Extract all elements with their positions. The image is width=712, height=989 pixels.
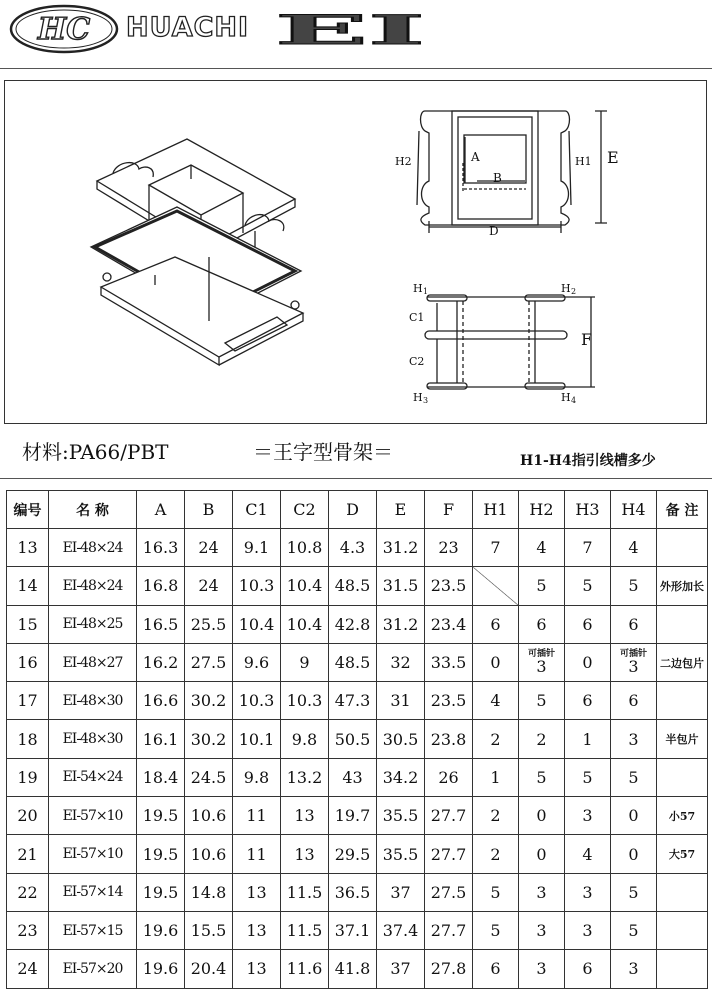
series-text: EI — [275, 12, 425, 48]
label-side-h1-sub: 1 — [423, 287, 429, 296]
slot-note: H1-H4指引线槽多少 — [520, 453, 656, 469]
cell-h1: 0 — [473, 643, 519, 681]
cell-no: 23 — [7, 911, 49, 949]
table-row — [7, 529, 708, 567]
cell-c2: 10.3 — [281, 682, 329, 720]
cell-a: 18.4 — [137, 758, 185, 796]
cell-c1: 9.6 — [233, 643, 281, 681]
cell-e: 30.5 — [377, 720, 425, 758]
cell-h3: 0 — [565, 643, 611, 681]
cell-h3: 6 — [565, 682, 611, 720]
cell-note — [657, 873, 708, 911]
cell-c2: 10.4 — [281, 567, 329, 605]
table-row — [7, 835, 708, 873]
label-side-h1: H — [413, 282, 423, 295]
cell-c1: 10.3 — [233, 682, 281, 720]
cell-f: 23.8 — [425, 720, 473, 758]
cell-c2: 11.6 — [281, 950, 329, 988]
label-d: D — [489, 224, 499, 238]
cell-d: 19.7 — [329, 797, 377, 835]
cell-h2: 3 — [519, 950, 565, 988]
cell-c1: 9.1 — [233, 529, 281, 567]
cell-name: EI-48×25 — [49, 605, 137, 643]
bobbin-drawing — [5, 81, 708, 425]
cell-f: 27.7 — [425, 835, 473, 873]
cell-h2: 3 — [519, 873, 565, 911]
cell-h4: 4 — [611, 529, 657, 567]
cell-name: EI-57×10 — [49, 835, 137, 873]
label-top-h2: H2 — [395, 155, 412, 168]
cell-e: 37 — [377, 873, 425, 911]
cell-no: 24 — [7, 950, 49, 988]
cell-h2 — [519, 643, 565, 681]
cell-e: 35.5 — [377, 835, 425, 873]
isometric-bobbin — [91, 139, 303, 365]
column-header: H3 — [565, 491, 611, 529]
cell-b: 24 — [185, 529, 233, 567]
cell-a: 16.5 — [137, 605, 185, 643]
table-row — [7, 605, 708, 643]
cell-no: 19 — [7, 758, 49, 796]
cell-h2: 5 — [519, 682, 565, 720]
cell-d: 43 — [329, 758, 377, 796]
drawing-panel — [4, 80, 707, 424]
table-row — [7, 758, 708, 796]
cell-no: 15 — [7, 605, 49, 643]
cell-b: 20.4 — [185, 950, 233, 988]
cell-e: 31 — [377, 682, 425, 720]
column-header: E — [377, 491, 425, 529]
cell-d: 41.8 — [329, 950, 377, 988]
top-view — [417, 111, 607, 233]
cell-c1: 13 — [233, 873, 281, 911]
cell-h4: 6 — [611, 682, 657, 720]
cell-c2: 13.2 — [281, 758, 329, 796]
cell-c1: 13 — [233, 911, 281, 949]
table-row — [7, 911, 708, 949]
cell-f: 27.8 — [425, 950, 473, 988]
cell-f: 23.5 — [425, 682, 473, 720]
logo-text: HC — [37, 12, 91, 47]
cell-d: 50.5 — [329, 720, 377, 758]
cell-h1 — [473, 567, 519, 605]
cell-e: 34.2 — [377, 758, 425, 796]
cell-b: 25.5 — [185, 605, 233, 643]
cell-note: 外形加长 — [657, 567, 708, 605]
cell-h2: 5 — [519, 567, 565, 605]
table-row — [7, 720, 708, 758]
cell-h1: 2 — [473, 720, 519, 758]
cell-d: 42.8 — [329, 605, 377, 643]
cell-no: 14 — [7, 567, 49, 605]
column-header: 名 称 — [49, 491, 137, 529]
table-row — [7, 797, 708, 835]
cell-f: 27.7 — [425, 797, 473, 835]
cell-d: 4.3 — [329, 529, 377, 567]
cell-h1: 6 — [473, 950, 519, 988]
cell-d: 29.5 — [329, 835, 377, 873]
column-header: D — [329, 491, 377, 529]
cell-no: 16 — [7, 643, 49, 681]
cell-a: 19.6 — [137, 950, 185, 988]
cell-note — [657, 529, 708, 567]
column-header: 备 注 — [657, 491, 708, 529]
cell-name: EI-57×10 — [49, 797, 137, 835]
cell-d: 47.3 — [329, 682, 377, 720]
cell-note: 小57 — [657, 797, 708, 835]
column-header: F — [425, 491, 473, 529]
cell-h2: 4 — [519, 529, 565, 567]
cell-h3: 7 — [565, 529, 611, 567]
cell-h4: 5 — [611, 567, 657, 605]
cell-b: 14.8 — [185, 873, 233, 911]
cell-f: 27.7 — [425, 911, 473, 949]
cell-h2: 5 — [519, 758, 565, 796]
cell-h2: 6 — [519, 605, 565, 643]
cell-c1: 10.3 — [233, 567, 281, 605]
cell-note — [657, 950, 708, 988]
cell-f: 23 — [425, 529, 473, 567]
cell-note — [657, 605, 708, 643]
cell-h2: 0 — [519, 835, 565, 873]
cell-no: 21 — [7, 835, 49, 873]
table-row — [7, 873, 708, 911]
label-side-h3-sub: 3 — [423, 396, 429, 405]
cell-no: 22 — [7, 873, 49, 911]
cell-h1: 1 — [473, 758, 519, 796]
cell-h1: 5 — [473, 911, 519, 949]
cell-c2: 10.4 — [281, 605, 329, 643]
cell-h1: 2 — [473, 797, 519, 835]
cell-name: EI-54×24 — [49, 758, 137, 796]
cell-b: 10.6 — [185, 797, 233, 835]
label-top-h1: H1 — [575, 155, 592, 168]
cell-d: 36.5 — [329, 873, 377, 911]
cell-c1: 11 — [233, 835, 281, 873]
label-c2: C2 — [409, 355, 425, 368]
cell-value: 3 — [536, 657, 547, 677]
cell-c2: 9.8 — [281, 720, 329, 758]
column-header: H1 — [473, 491, 519, 529]
cell-a: 19.5 — [137, 835, 185, 873]
cell-e: 37.4 — [377, 911, 425, 949]
cell-e: 31.5 — [377, 567, 425, 605]
cell-c2: 11.5 — [281, 911, 329, 949]
cell-e: 37 — [377, 950, 425, 988]
column-header: B — [185, 491, 233, 529]
cell-no: 17 — [7, 682, 49, 720]
cell-h1: 4 — [473, 682, 519, 720]
column-header: C1 — [233, 491, 281, 529]
label-side-h3: H — [413, 391, 423, 404]
type-caption: ＝王字型骨架＝ — [253, 440, 393, 464]
cell-h1: 5 — [473, 873, 519, 911]
cell-h3: 3 — [565, 911, 611, 949]
table-row — [7, 567, 708, 605]
cell-note: 二边包片 — [657, 643, 708, 681]
cell-h3: 5 — [565, 758, 611, 796]
cell-c2: 13 — [281, 797, 329, 835]
brand-name: HUACHI — [126, 12, 250, 43]
cell-a: 19.6 — [137, 911, 185, 949]
cell-a: 16.1 — [137, 720, 185, 758]
cell-name: EI-48×27 — [49, 643, 137, 681]
cell-d: 48.5 — [329, 567, 377, 605]
header — [0, 0, 712, 70]
cell-h4 — [611, 643, 657, 681]
pin-tag: 可插针 — [527, 649, 555, 660]
cell-name: EI-48×24 — [49, 567, 137, 605]
label-c1: C1 — [409, 311, 425, 324]
cell-b: 10.6 — [185, 835, 233, 873]
cell-h2: 3 — [519, 911, 565, 949]
spec-table — [6, 490, 708, 989]
cell-e: 35.5 — [377, 797, 425, 835]
cell-name: EI-57×20 — [49, 950, 137, 988]
cell-name: EI-57×15 — [49, 911, 137, 949]
cell-c1: 9.8 — [233, 758, 281, 796]
cell-a: 16.8 — [137, 567, 185, 605]
cell-h4: 6 — [611, 605, 657, 643]
cell-note — [657, 682, 708, 720]
table-header-row — [7, 491, 708, 529]
cell-h4: 5 — [611, 911, 657, 949]
cell-b: 24.5 — [185, 758, 233, 796]
cell-a: 16.2 — [137, 643, 185, 681]
cell-h4: 5 — [611, 873, 657, 911]
cell-e: 32 — [377, 643, 425, 681]
table-row — [7, 682, 708, 720]
cell-b: 30.2 — [185, 682, 233, 720]
label-side-h2: H — [561, 282, 571, 295]
cell-no: 18 — [7, 720, 49, 758]
material-caption: 材料:PA66/PBT — [22, 440, 169, 464]
cell-a: 16.6 — [137, 682, 185, 720]
cell-d: 37.1 — [329, 911, 377, 949]
column-header: H2 — [519, 491, 565, 529]
cell-a: 19.5 — [137, 873, 185, 911]
cell-b: 27.5 — [185, 643, 233, 681]
table-row — [7, 643, 708, 681]
huachi-logo — [8, 3, 120, 55]
cell-c2: 13 — [281, 835, 329, 873]
column-header: 编号 — [7, 491, 49, 529]
cell-note: 大57 — [657, 835, 708, 873]
cell-h1: 6 — [473, 605, 519, 643]
cell-c2: 11.5 — [281, 873, 329, 911]
cell-f: 23.5 — [425, 567, 473, 605]
label-side-h4-sub: 4 — [571, 396, 577, 405]
cell-h3: 5 — [565, 567, 611, 605]
label-side-h4: H — [561, 391, 571, 404]
label-side-h2-sub: 2 — [571, 287, 577, 296]
cell-c2: 9 — [281, 643, 329, 681]
cell-c2: 10.8 — [281, 529, 329, 567]
cell-h3: 6 — [565, 605, 611, 643]
cell-h2: 0 — [519, 797, 565, 835]
cell-name: EI-57×14 — [49, 873, 137, 911]
cell-f: 23.4 — [425, 605, 473, 643]
cell-h3: 4 — [565, 835, 611, 873]
table-row — [7, 950, 708, 988]
label-e: E — [607, 148, 619, 167]
cell-h1: 2 — [473, 835, 519, 873]
cell-h1: 7 — [473, 529, 519, 567]
caption-divider — [0, 478, 712, 479]
cell-f: 33.5 — [425, 643, 473, 681]
cell-f: 27.5 — [425, 873, 473, 911]
cell-b: 24 — [185, 567, 233, 605]
cell-c1: 13 — [233, 950, 281, 988]
cell-no: 20 — [7, 797, 49, 835]
side-view — [425, 295, 595, 389]
cell-note: 半包片 — [657, 720, 708, 758]
cell-c1: 10.4 — [233, 605, 281, 643]
cell-name: EI-48×30 — [49, 682, 137, 720]
cell-e: 31.2 — [377, 529, 425, 567]
cell-c1: 11 — [233, 797, 281, 835]
label-f: F — [581, 330, 593, 349]
column-header: H4 — [611, 491, 657, 529]
header-divider — [0, 68, 712, 69]
cell-h3: 6 — [565, 950, 611, 988]
cell-h4: 5 — [611, 758, 657, 796]
pin-tag: 可插针 — [619, 649, 647, 660]
cell-a: 16.3 — [137, 529, 185, 567]
label-b: B — [493, 171, 502, 185]
series-title — [270, 12, 430, 48]
cell-h3: 1 — [565, 720, 611, 758]
cell-note — [657, 911, 708, 949]
cell-value: 3 — [628, 657, 639, 677]
cell-h3: 3 — [565, 873, 611, 911]
column-header: C2 — [281, 491, 329, 529]
label-a: A — [471, 150, 480, 164]
cell-f: 26 — [425, 758, 473, 796]
cell-name: EI-48×24 — [49, 529, 137, 567]
cell-no: 13 — [7, 529, 49, 567]
cell-a: 19.5 — [137, 797, 185, 835]
cell-b: 30.2 — [185, 720, 233, 758]
column-header: A — [137, 491, 185, 529]
cell-h2: 2 — [519, 720, 565, 758]
cell-h4: 3 — [611, 720, 657, 758]
cell-b: 15.5 — [185, 911, 233, 949]
cell-h3: 3 — [565, 797, 611, 835]
cell-name: EI-48×30 — [49, 720, 137, 758]
cell-h4: 0 — [611, 835, 657, 873]
cell-c1: 10.1 — [233, 720, 281, 758]
cell-d: 48.5 — [329, 643, 377, 681]
cell-h4: 3 — [611, 950, 657, 988]
cell-h4: 0 — [611, 797, 657, 835]
cell-note — [657, 758, 708, 796]
cell-e: 31.2 — [377, 605, 425, 643]
